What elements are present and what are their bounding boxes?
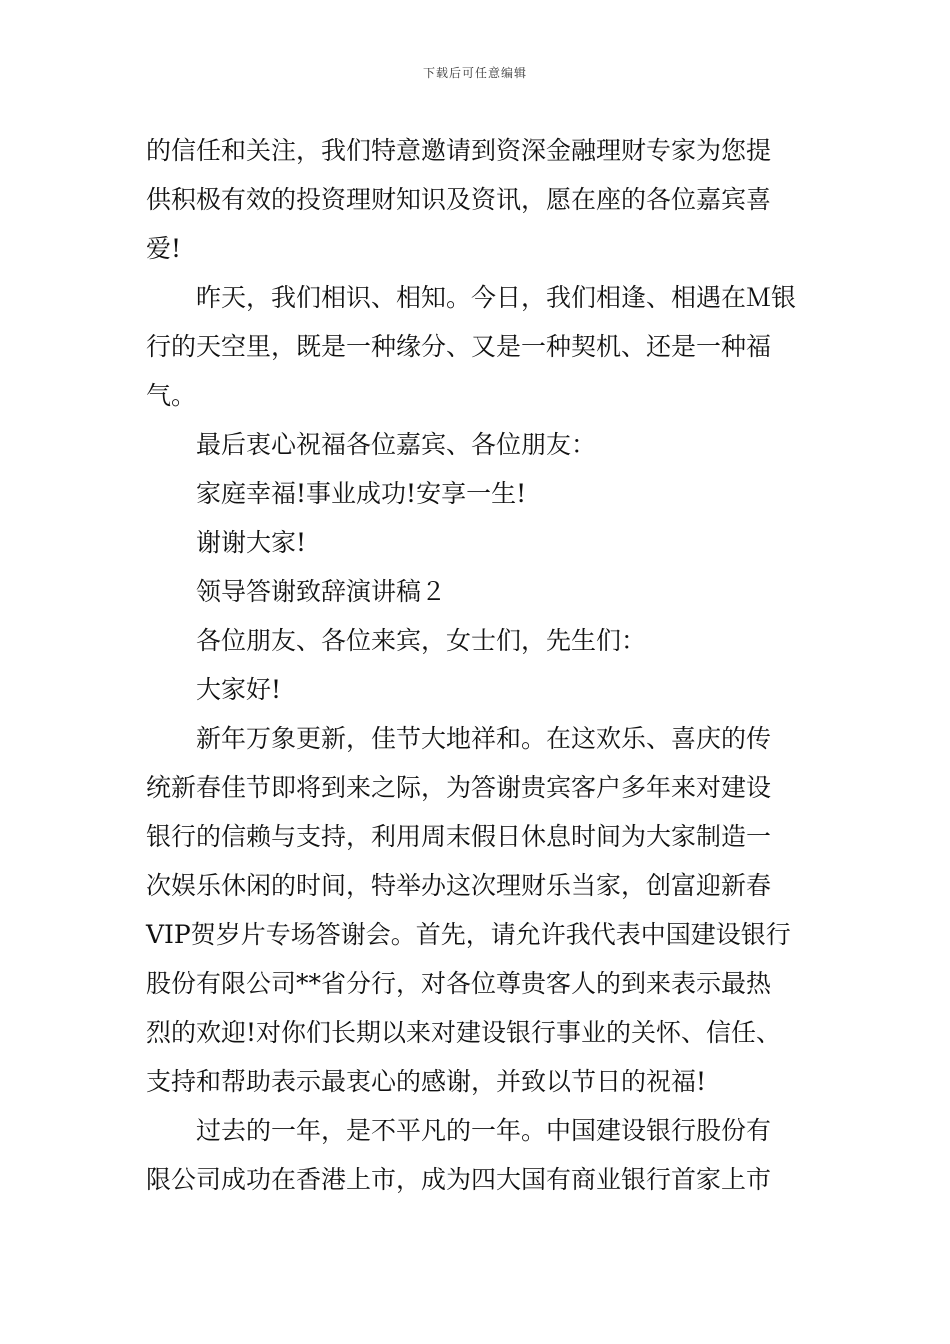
text-line: 行的天空里，既是一种缘分、又是一种契机、还是一种福 (146, 332, 772, 361)
text-line: 各位朋友、各位来宾，女士们，先生们： (196, 626, 647, 655)
page-header: 下载后可任意编辑 (422, 66, 527, 80)
text-line: 新年万象更新，佳节大地祥和。在这欢乐、喜庆的传 (196, 724, 772, 753)
section-title: 领导答谢致辞演讲稿２ (196, 577, 447, 606)
text-line: 谢谢大家! (196, 528, 307, 557)
text-line: 的信任和关注，我们特意邀请到资深金融理财专家为您提 (146, 136, 772, 165)
text-line: 次娱乐休闲的时间，特举办这次理财乐当家，创富迎新春 (146, 871, 772, 900)
text-line: 昨天，我们相识、相知。今日，我们相逢、相遇在Ｍ银 (196, 283, 797, 312)
text-line: 爱! (146, 234, 182, 263)
text-line: 过去的一年，是不平凡的一年。中国建设银行股份有 (196, 1116, 772, 1145)
text-line: 烈的欢迎!对你们长期以来对建设银行事业的关怀、信任、 (146, 1018, 782, 1047)
document-body (146, 126, 806, 1204)
text-line: 大家好! (196, 675, 282, 704)
text-line: 统新春佳节即将到来之际，为答谢贵宾客户多年来对建设 (146, 773, 772, 802)
text-line: 限公司成功在香港上市，成为四大国有商业银行首家上市 (146, 1165, 772, 1194)
text-line: 供积极有效的投资理财知识及资讯，愿在座的各位嘉宾喜 (146, 185, 772, 214)
text-line: 气。 (146, 381, 197, 410)
text-line: 股份有限公司**省分行，对各位尊贵客人的到来表示最热 (146, 969, 772, 998)
text-line: 银行的信赖与支持，利用周末假日休息时间为大家制造一 (146, 822, 772, 851)
text-line: VIP贺岁片专场答谢会。首先，请允许我代表中国建设银行 (146, 920, 791, 949)
text-line: 最后衷心祝福各位嘉宾、各位朋友： (196, 430, 597, 459)
text-line: 家庭幸福!事业成功!安享一生! (196, 479, 527, 508)
text-line: 支持和帮助表示最衷心的感谢，并致以节日的祝福! (146, 1067, 707, 1096)
